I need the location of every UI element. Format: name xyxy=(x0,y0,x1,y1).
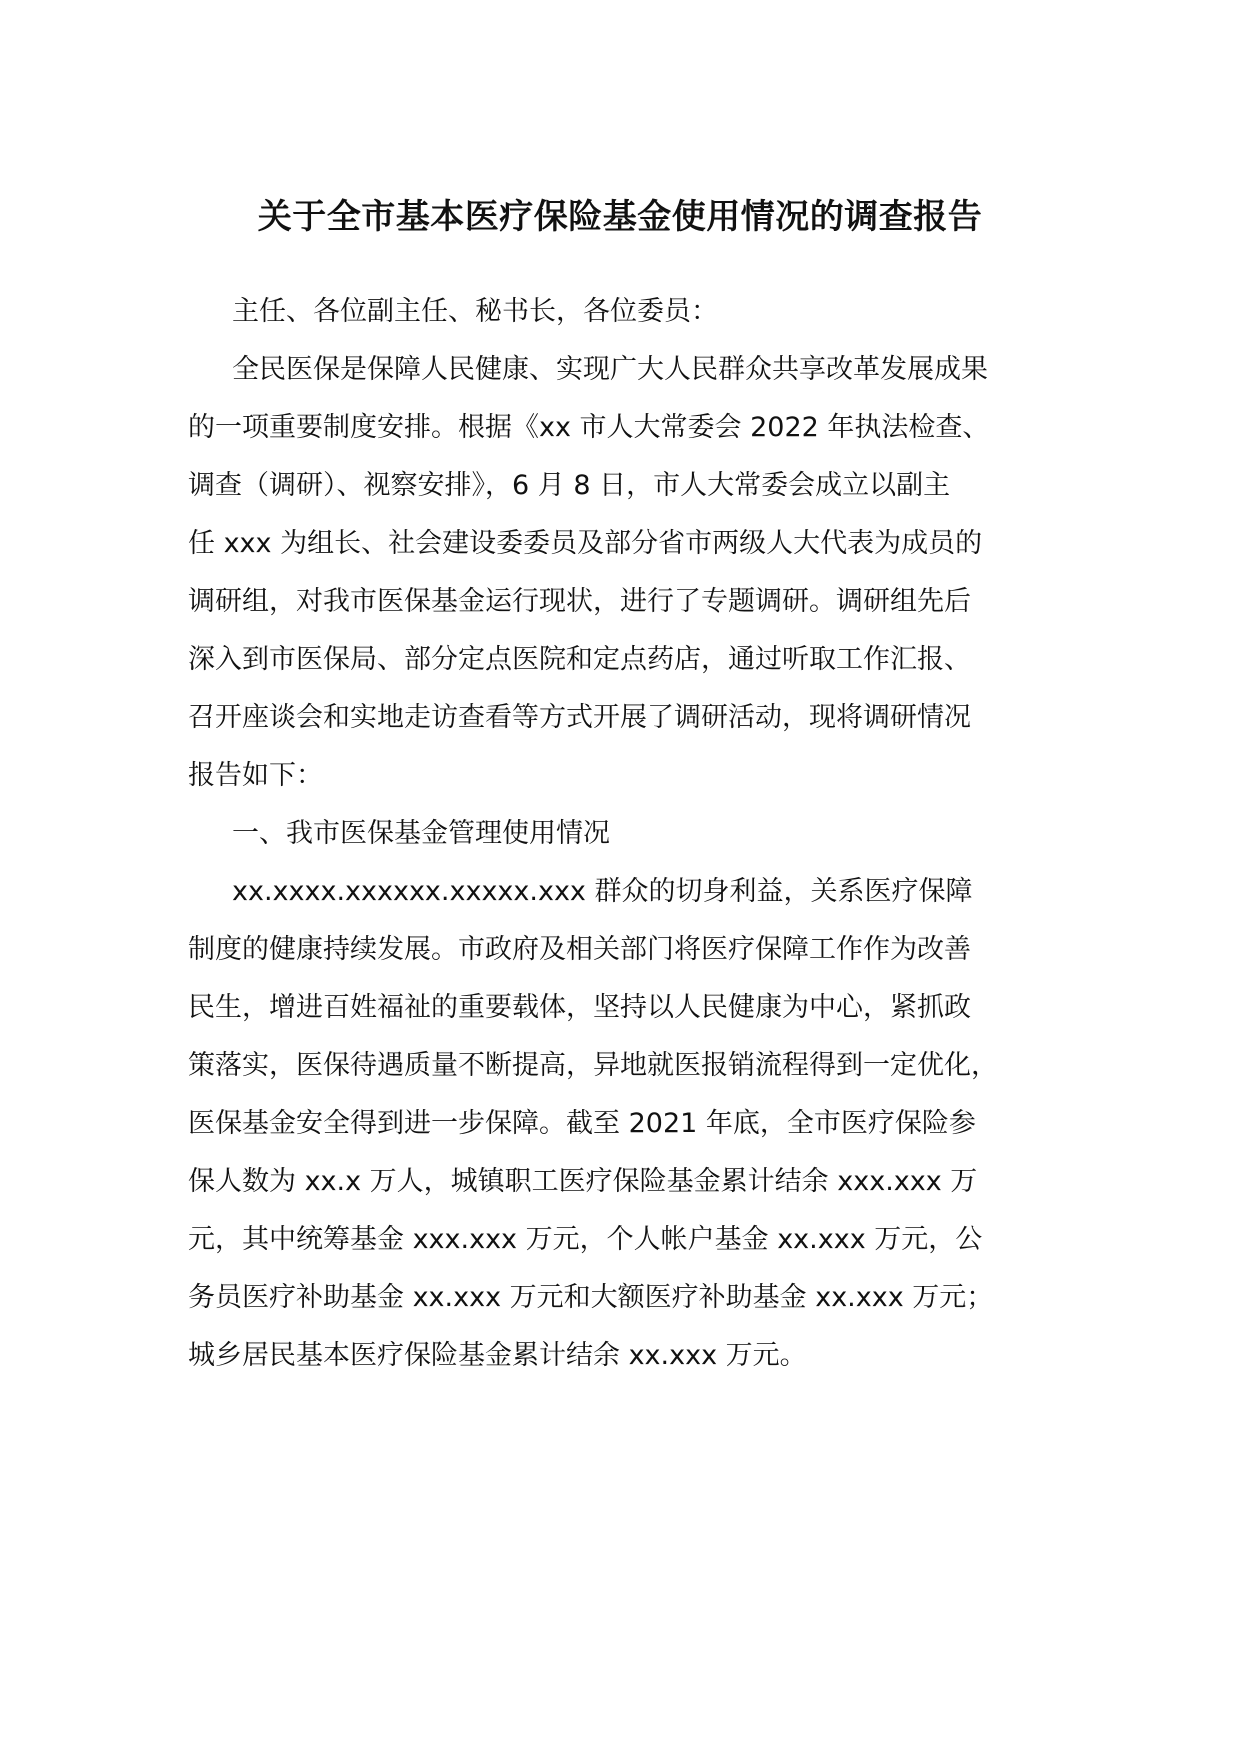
salutation: 主任、各位副主任、秘书长，各位委员： xyxy=(232,296,718,327)
intro-line: 全民医保是保障人民健康、实现广大人民群众共享改革发展成果 xyxy=(232,354,988,385)
body-line: 制度的健康持续发展。市政府及相关部门将医疗保障工作作为改善 xyxy=(188,934,971,965)
body-line: 策落实，医保待遇质量不断提高，异地就医报销流程得到一定优化， xyxy=(188,1050,998,1081)
body-line: 医保基金安全得到进一步保障。截至 2021 年底，全市医疗保险参 xyxy=(188,1108,976,1139)
body-line: 元，其中统筹基金 xxx.xxx 万元，个人帐户基金 xx.xxx 万元，公 xyxy=(188,1224,983,1255)
intro-line: 的一项重要制度安排。根据《xx 市人大常委会 2022 年执法检查、 xyxy=(188,412,990,443)
body-line: 民生，增进百姓福祉的重要载体，坚持以人民健康为中心，紧抓政 xyxy=(188,992,971,1023)
section-heading: 一、我市医保基金管理使用情况 xyxy=(232,818,610,849)
intro-line: 任 xxx 为组长、社会建设委委员及部分省市两级人大代表为成员的 xyxy=(188,528,983,559)
intro-line: 报告如下： xyxy=(188,760,323,791)
intro-line: 召开座谈会和实地走访查看等方式开展了调研活动，现将调研情况 xyxy=(188,702,971,733)
document-title: 关于全市基本医疗保险基金使用情况的调查报告 xyxy=(257,197,983,237)
intro-line: 调查（调研）、视察安排》，6 月 8 日，市人大常委会成立以副主 xyxy=(188,470,951,501)
body-line: 城乡居民基本医疗保险基金累计结余 xx.xxx 万元。 xyxy=(188,1340,807,1371)
intro-line: 深入到市医保局、部分定点医院和定点药店，通过听取工作汇报、 xyxy=(188,644,971,675)
body-line: 保人数为 xx.x 万人，城镇职工医疗保险基金累计结余 xxx.xxx 万 xyxy=(188,1166,978,1197)
body-line: 务员医疗补助基金 xx.xxx 万元和大额医疗补助基金 xx.xxx 万元； xyxy=(188,1282,994,1313)
body-line: xx.xxxx.xxxxxx.xxxxx.xxx 群众的切身利益，关系医疗保障 xyxy=(232,876,973,907)
intro-line: 调研组，对我市医保基金运行现状，进行了专题调研。调研组先后 xyxy=(188,586,971,617)
